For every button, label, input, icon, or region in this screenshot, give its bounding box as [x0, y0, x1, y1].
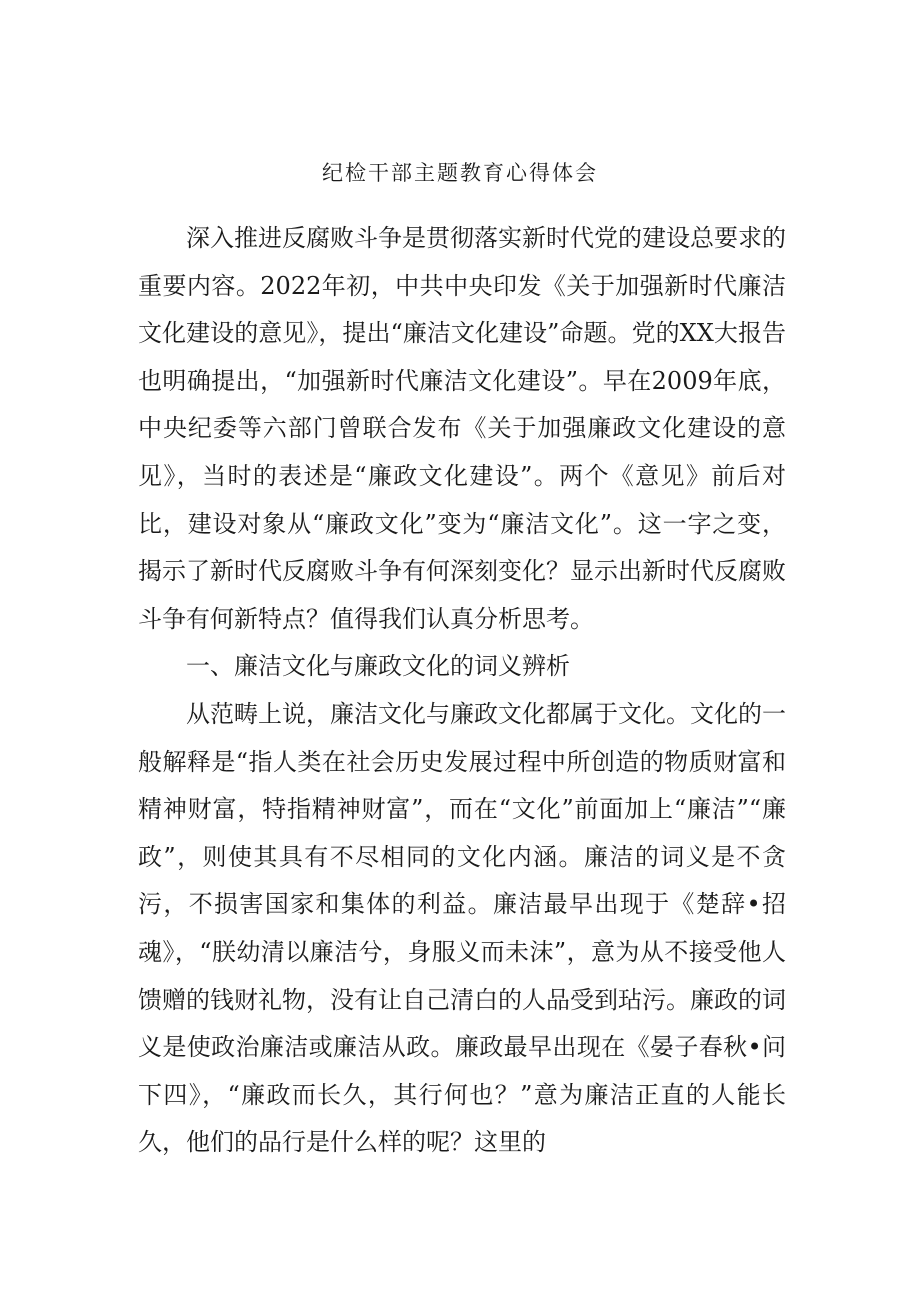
section-paragraph: 从范畴上说，廉洁文化与廉政文化都属于文化。文化的一般解释是“指人类在社会历史发展过程中所创造的物质财富和精神财富，特指精神财富”，而在“文化”前面加上“廉洁”“廉政”，则使其具有不尽相同的文化内涵。廉洁的词义是不贪污，不损害国家和集体的利益。廉洁最早出现于《楚辞•招魂》，“朕幼清以廉洁兮，身服义而未沫”，意为从不接受他人馈赠的钱财礼物，没有让自己清白的人品受到玷污。廉政的词义是使政治廉洁或廉洁从政。廉政最早出现在《晏子春秋•问下四》，“廉政而长久，其行何也？”意为廉洁正直的人能长久，他们的品行是什么样的呢？这里的 [138, 699, 786, 1157]
document-title: 纪检干部主题教育心得体会 [322, 161, 598, 185]
document-body [138, 215, 786, 1167]
section-heading: 一、廉洁文化与廉政文化的词义辨析 [186, 652, 570, 681]
intro-paragraph: 深入推进反腐败斗争是贯彻落实新时代党的建设总要求的重要内容。2022年初，中共中央印发《关于加强新时代廉洁文化建设的意见》，提出“廉洁文化建设”命题。党的XX大报告也明确提出，“加强新时代廉洁文化建设”。早在2009年底，中央纪委等六部门曾联合发布《关于加强廉政文化建设的意见》，当时的表述是“廉政文化建设”。两个《意见》前后对比，建设对象从“廉政文化”变为“廉洁文化”。这一字之变，揭示了新时代反腐败斗争有何深刻变化？显示出新时代反腐败斗争有何新特点？值得我们认真分析思考。 [138, 224, 786, 633]
